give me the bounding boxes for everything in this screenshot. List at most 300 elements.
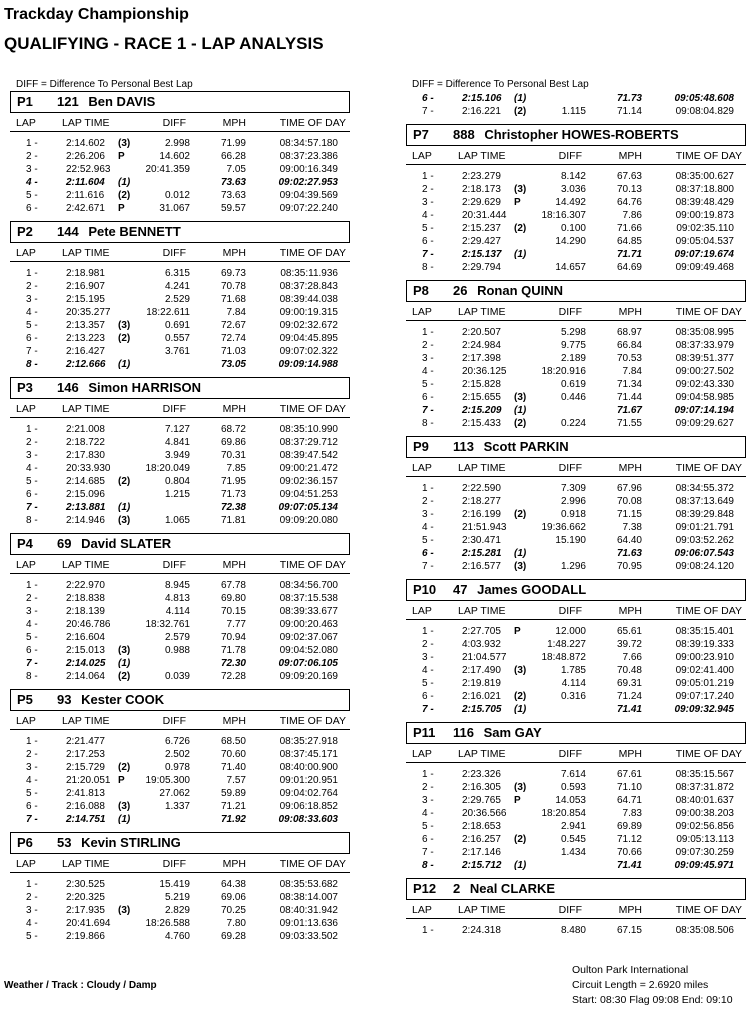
driver-header: [406, 878, 746, 900]
lap-mph: 70.08: [616, 496, 642, 507]
lap-mph: 7.80: [226, 918, 246, 929]
col-lap-time: LAP TIME: [62, 559, 110, 571]
lap-time: 2:16.088: [66, 801, 105, 812]
lap-time-of-day: 09:07:05.134: [278, 502, 338, 513]
lap-time-of-day: 08:37:15.538: [279, 593, 338, 604]
lap-time-of-day: 08:35:15.401: [675, 626, 734, 637]
lap-time: 2:13.357: [66, 320, 105, 331]
lap-number: 8 -: [422, 860, 434, 871]
lap-time: 2:15.655: [462, 392, 501, 403]
driver-section: [10, 221, 350, 377]
lap-flag: (1): [514, 249, 527, 260]
col-lap-time: LAP TIME: [458, 748, 506, 760]
driver-name: Neal CLARKE: [469, 881, 556, 896]
lap-time: 2:15.106: [462, 93, 502, 104]
lap-mph: 71.63: [616, 548, 642, 559]
lap-number: 6 -: [422, 691, 434, 702]
lap-flag: (2): [514, 223, 527, 234]
lap-time-of-day: 09:08:24.120: [675, 561, 734, 572]
lap-time-of-day: 09:06:07.543: [674, 548, 734, 559]
lap-time-of-day: 08:38:14.007: [279, 892, 338, 903]
lap-mph: 68.72: [220, 424, 246, 435]
lap-row: [406, 508, 746, 521]
lap-rows: [10, 574, 350, 689]
lap-row: [10, 423, 350, 436]
lap-diff: 0.804: [164, 476, 190, 487]
lap-row: [10, 449, 350, 462]
lap-mph: 72.74: [220, 333, 246, 344]
lap-flag: (1): [514, 704, 527, 715]
lap-mph: 71.68: [220, 294, 246, 305]
col-time-of-day: TIME OF DAY: [279, 715, 346, 727]
lap-mph: 71.95: [220, 476, 246, 487]
lap-rows: [406, 763, 746, 878]
lap-number: 4 -: [26, 463, 38, 474]
table-header: [10, 715, 350, 730]
driver-header: [10, 91, 350, 113]
lap-mph: 69.86: [220, 437, 246, 448]
lap-rows: [10, 132, 350, 221]
lap-row: [10, 592, 350, 605]
lap-time: 2:29.427: [462, 236, 501, 247]
driver-number: 144: [57, 224, 79, 239]
lap-time: 2:15.433: [462, 418, 501, 429]
lap-time: 2:16.305: [462, 782, 501, 793]
lap-time: 2:23.279: [462, 171, 501, 182]
driver-header: [406, 722, 746, 744]
table-header: [406, 904, 746, 919]
col-time-of-day: TIME OF DAY: [279, 117, 346, 129]
driver-position: P3: [17, 380, 33, 395]
table-header: [10, 858, 350, 873]
lap-time-of-day: 09:02:32.672: [279, 320, 338, 331]
col-mph: MPH: [222, 858, 246, 870]
lap-time: 2:15.096: [66, 489, 105, 500]
lap-diff: 0.619: [560, 379, 586, 390]
lap-time: 2:16.907: [66, 281, 105, 292]
driver-position: P12: [413, 881, 437, 896]
lap-row: [406, 378, 746, 391]
lap-diff: 3.949: [164, 450, 190, 461]
lap-number: 7 -: [422, 405, 434, 416]
lap-time-of-day: 08:39:29.848: [675, 509, 734, 520]
lap-number: 8 -: [422, 262, 434, 273]
col-lap: LAP: [16, 403, 36, 415]
lap-time: 21:20.051: [66, 775, 111, 786]
driver-header: [406, 579, 746, 601]
lap-diff: 1.785: [560, 665, 586, 676]
lap-time: 2:26.206: [66, 151, 105, 162]
lap-flag: (1): [514, 548, 527, 559]
lap-time-of-day: 09:08:33.603: [278, 814, 338, 825]
lap-diff: 0.978: [164, 762, 190, 773]
lap-time-of-day: 09:00:20.463: [279, 619, 338, 630]
lap-time: 2:14.946: [66, 515, 105, 526]
lap-mph: 67.96: [616, 483, 642, 494]
driver-header: [10, 832, 350, 854]
lap-mph: 67.63: [616, 171, 642, 182]
lap-time: 2:15.705: [462, 704, 502, 715]
lap-mph: 70.60: [220, 749, 246, 760]
col-lap: LAP: [412, 462, 432, 474]
driver-position: P1: [17, 94, 33, 109]
lap-time-of-day: 09:04:02.764: [279, 788, 338, 799]
lap-flag: (2): [514, 418, 527, 429]
lap-number: 7 -: [26, 658, 38, 669]
lap-number: 6 -: [26, 333, 38, 344]
lap-flag: P: [514, 795, 521, 806]
lap-diff: 19:36.662: [541, 522, 586, 533]
circuit-info: [572, 963, 733, 1008]
lap-number: 2 -: [26, 593, 38, 604]
lap-number: 8 -: [26, 359, 38, 370]
lap-time: 20:31.444: [462, 210, 507, 221]
lap-mph: 71.44: [616, 392, 642, 403]
table-header: [10, 247, 350, 262]
left-sections: [10, 91, 350, 949]
lap-diff: 19:05.300: [145, 775, 190, 786]
lap-time-of-day: 09:05:04.537: [675, 236, 734, 247]
col-time-of-day: TIME OF DAY: [279, 858, 346, 870]
col-lap-time: LAP TIME: [458, 150, 506, 162]
lap-mph: 71.67: [616, 405, 642, 416]
driver-number: 121: [57, 94, 79, 109]
lap-diff: 14.602: [159, 151, 190, 162]
driver-number: 26: [453, 283, 468, 298]
lap-time: 2:15.137: [462, 249, 502, 260]
lap-flag: P: [118, 203, 125, 214]
lap-row: [406, 794, 746, 807]
lap-time-of-day: 09:00:27.502: [675, 366, 734, 377]
col-lap: LAP: [412, 150, 432, 162]
lap-row: [10, 878, 350, 891]
col-time-of-day: TIME OF DAY: [675, 904, 742, 916]
driver-name: Pete BENNETT: [88, 224, 181, 239]
lap-flag: (3): [514, 561, 527, 572]
lap-diff: 2.829: [164, 905, 190, 916]
lap-time-of-day: 08:34:55.372: [675, 483, 734, 494]
lap-diff: 0.545: [560, 834, 586, 845]
lap-time: 2:18.277: [462, 496, 501, 507]
lap-row: [406, 365, 746, 378]
lap-flag: (1): [118, 658, 131, 669]
lap-time-of-day: 09:02:27.953: [278, 177, 338, 188]
col-lap: LAP: [16, 559, 36, 571]
lap-rows: [406, 477, 746, 579]
lap-row-best: [10, 657, 350, 670]
lap-number: 8 -: [422, 418, 434, 429]
lap-mph: 73.63: [220, 190, 246, 201]
lap-row: [406, 521, 746, 534]
lap-row: [10, 345, 350, 358]
lap-number: 1 -: [422, 171, 434, 182]
lap-flag: (3): [514, 782, 527, 793]
lap-time-of-day: 08:40:00.900: [279, 762, 338, 773]
lap-time-of-day: 09:05:48.608: [674, 93, 734, 104]
lap-row: [10, 761, 350, 774]
lap-flag: (1): [514, 405, 527, 416]
lap-rows: [406, 620, 746, 722]
lap-diff: 2.998: [164, 138, 190, 149]
lap-number: 4 -: [422, 665, 434, 676]
lap-diff: 1:48.227: [547, 639, 586, 650]
col-diff: DIFF: [558, 605, 582, 617]
lap-time-of-day: 09:01:21.791: [675, 522, 734, 533]
lap-number: 1 -: [422, 925, 434, 936]
col-diff: DIFF: [162, 858, 186, 870]
col-lap: LAP: [412, 904, 432, 916]
lap-time: 2:18.838: [66, 593, 105, 604]
lap-mph: 59.89: [220, 788, 246, 799]
lap-mph: 7.85: [226, 463, 246, 474]
col-lap-time: LAP TIME: [62, 858, 110, 870]
driver-number: 47: [453, 582, 468, 597]
lap-time-of-day: 08:37:31.872: [675, 782, 734, 793]
lap-time: 2:18.981: [66, 268, 105, 279]
lap-diff: 12.000: [555, 626, 586, 637]
lap-mph: 39.72: [616, 639, 642, 650]
col-lap: LAP: [16, 247, 36, 259]
lap-time: 2:17.490: [462, 665, 501, 676]
table-header: [406, 605, 746, 620]
lap-mph: 66.84: [616, 340, 642, 351]
lap-number: 3 -: [422, 197, 434, 208]
lap-mph: 67.78: [220, 580, 246, 591]
lap-time-of-day: 08:34:56.700: [279, 580, 338, 591]
driver-section: [10, 377, 350, 533]
lap-diff: 1.434: [560, 847, 586, 858]
lap-time-of-day: 08:37:29.712: [279, 437, 338, 448]
lap-time: 2:29.794: [462, 262, 501, 273]
lap-time: 2:30.471: [462, 535, 501, 546]
lap-row-best: [406, 404, 746, 417]
lap-row: [406, 495, 746, 508]
lap-time-of-day: 08:39:19.333: [675, 639, 734, 650]
col-time-of-day: TIME OF DAY: [675, 748, 742, 760]
lap-mph: 71.41: [616, 860, 642, 871]
driver-header: [10, 533, 350, 555]
lap-diff: 18:20.854: [541, 808, 586, 819]
driver-number: 116: [453, 725, 474, 740]
lap-time: 2:16.427: [66, 346, 105, 357]
lap-time: 2:16.604: [66, 632, 105, 643]
lap-rows: [406, 165, 746, 280]
lap-time-of-day: 08:35:00.627: [675, 171, 734, 182]
lap-number: 7 -: [26, 814, 38, 825]
lap-time-of-day: 09:02:37.067: [279, 632, 338, 643]
col-mph: MPH: [222, 247, 246, 259]
lap-number: 6 -: [422, 834, 434, 845]
lap-mph: 71.92: [220, 814, 246, 825]
driver-position: P7: [413, 127, 429, 142]
lap-time-of-day: 09:09:45.971: [674, 860, 734, 871]
lap-row: [406, 625, 746, 638]
lap-number: 1 -: [26, 736, 38, 747]
lap-diff: 0.918: [560, 509, 586, 520]
col-lap: LAP: [412, 748, 432, 760]
lap-row-best: [406, 703, 746, 716]
lap-rows: [10, 418, 350, 533]
lap-row: [10, 293, 350, 306]
lap-time-of-day: 09:09:32.945: [674, 704, 734, 715]
col-mph: MPH: [618, 605, 642, 617]
lap-mph: 70.48: [616, 665, 642, 676]
lap-flag: (3): [514, 392, 527, 403]
lap-mph: 64.85: [616, 236, 642, 247]
lap-time: 2:21.008: [66, 424, 105, 435]
lap-rows: [10, 262, 350, 377]
lap-time: 2:14.602: [66, 138, 105, 149]
lap-time-of-day: 09:00:23.910: [675, 652, 734, 663]
col-lap-time: LAP TIME: [458, 306, 506, 318]
driver-position: P10: [413, 582, 437, 597]
lap-row-best: [406, 859, 746, 872]
lap-flag: (2): [118, 476, 131, 487]
lap-time: 2:18.173: [462, 184, 501, 195]
lap-diff: 0.039: [164, 671, 190, 682]
lap-time: 2:15.209: [462, 405, 502, 416]
lap-time-of-day: 08:39:48.429: [675, 197, 734, 208]
lap-time-of-day: 09:00:19.873: [675, 210, 734, 221]
lap-time: 2:14.751: [66, 814, 106, 825]
lap-row: [406, 924, 746, 937]
lap-time: 2:23.326: [462, 769, 501, 780]
lap-flag: P: [514, 626, 521, 637]
driver-name: Sam GAY: [483, 725, 542, 740]
lap-number: 5 -: [26, 320, 38, 331]
lap-time: 2:30.525: [66, 879, 105, 890]
lap-time: 2:17.935: [66, 905, 105, 916]
lap-mph: 67.15: [616, 925, 642, 936]
lap-row: [10, 605, 350, 618]
lap-mph: 69.28: [220, 931, 246, 942]
lap-number: 3 -: [26, 164, 38, 175]
col-diff: DIFF: [558, 904, 582, 916]
lap-time-of-day: 08:39:47.542: [279, 450, 338, 461]
lap-mph: 71.03: [220, 346, 246, 357]
lap-row: [10, 735, 350, 748]
lap-time: 21:04.577: [462, 652, 507, 663]
lap-mph: 72.30: [220, 658, 246, 669]
driver-name: Scott PARKIN: [483, 439, 569, 454]
lap-diff: 4.114: [561, 678, 586, 689]
lap-diff: 0.316: [560, 691, 586, 702]
lap-diff: 15.419: [159, 879, 190, 890]
driver-position: P5: [17, 692, 33, 707]
right-column: [406, 78, 746, 943]
driver-number: 146: [57, 380, 79, 395]
lap-number: 1 -: [422, 769, 434, 780]
lap-number: 4 -: [26, 177, 38, 188]
lap-time-of-day: 08:34:57.180: [279, 138, 338, 149]
lap-diff: 5.298: [560, 327, 586, 338]
lap-mph: 70.15: [220, 606, 246, 617]
lap-row: [406, 170, 746, 183]
driver-section: [406, 436, 746, 579]
lap-time-of-day: 08:37:18.800: [675, 184, 734, 195]
col-time-of-day: TIME OF DAY: [675, 462, 742, 474]
lap-diff: 2.502: [164, 749, 190, 760]
lap-mph: 65.61: [616, 626, 642, 637]
lap-time-of-day: 08:37:33.979: [675, 340, 734, 351]
lap-flag: (3): [118, 515, 131, 526]
lap-mph: 73.63: [220, 177, 246, 188]
lap-number: 5 -: [422, 379, 434, 390]
lap-row: [10, 904, 350, 917]
lap-mph: 70.94: [220, 632, 246, 643]
weather-track: Weather / Track : Cloudy / Damp: [4, 980, 157, 991]
lap-time: 2:15.712: [462, 860, 502, 871]
table-header: [406, 462, 746, 477]
lap-diff: 0.593: [560, 782, 586, 793]
lap-time-of-day: 08:35:53.682: [279, 879, 338, 890]
col-diff: DIFF: [162, 559, 186, 571]
lap-time-of-day: 09:01:13.636: [279, 918, 338, 929]
lap-flag: (1): [118, 502, 131, 513]
lap-diff: 0.012: [164, 190, 190, 201]
lap-mph: 66.28: [220, 151, 246, 162]
lap-mph: 71.55: [616, 418, 642, 429]
lap-row: [406, 339, 746, 352]
lap-time: 2:29.629: [462, 197, 501, 208]
lap-row-best: [10, 176, 350, 189]
lap-time-of-day: 09:07:17.240: [675, 691, 734, 702]
lap-mph: 71.81: [220, 515, 246, 526]
lap-row: [10, 631, 350, 644]
lap-time-of-day: 08:35:11.936: [280, 268, 338, 279]
lap-time: 2:16.577: [462, 561, 501, 572]
lap-number: 1 -: [422, 483, 434, 494]
col-lap: LAP: [16, 117, 36, 129]
lap-time: 2:14.685: [66, 476, 105, 487]
lap-time-of-day: 09:07:14.194: [674, 405, 734, 416]
lap-number: 4 -: [422, 808, 434, 819]
lap-mph: 72.38: [220, 502, 246, 513]
lap-mph: 64.40: [616, 535, 642, 546]
lap-number: 6 -: [26, 645, 38, 656]
lap-mph: 70.31: [220, 450, 246, 461]
lap-mph: 7.84: [226, 307, 246, 318]
lap-time-of-day: 09:09:14.988: [278, 359, 338, 370]
lap-time-of-day: 09:05:01.219: [675, 678, 734, 689]
lap-time-of-day: 08:37:23.386: [279, 151, 338, 162]
lap-row: [406, 391, 746, 404]
lap-row-best: [406, 248, 746, 261]
lap-flag: (2): [118, 190, 131, 201]
lap-row: [406, 417, 746, 430]
lap-time: 2:17.398: [462, 353, 501, 364]
lap-time: 2:17.253: [66, 749, 105, 760]
col-lap: LAP: [16, 858, 36, 870]
col-lap-time: LAP TIME: [62, 247, 110, 259]
lap-number: 7 -: [26, 346, 38, 357]
lap-row: [10, 150, 350, 163]
lap-number: 4 -: [26, 307, 38, 318]
lap-diff: 14.290: [555, 236, 586, 247]
table-header: [10, 117, 350, 132]
lap-diff: 0.691: [164, 320, 190, 331]
lap-row: [10, 670, 350, 683]
right-sections: [406, 124, 746, 943]
col-time-of-day: TIME OF DAY: [675, 605, 742, 617]
driver-position: P9: [413, 439, 429, 454]
lap-row: [10, 332, 350, 345]
lap-diff: 18:22.611: [146, 307, 190, 318]
lap-number: 2 -: [26, 281, 38, 292]
col-mph: MPH: [222, 559, 246, 571]
lap-number: 2 -: [26, 437, 38, 448]
lap-number: 7 -: [422, 106, 434, 117]
